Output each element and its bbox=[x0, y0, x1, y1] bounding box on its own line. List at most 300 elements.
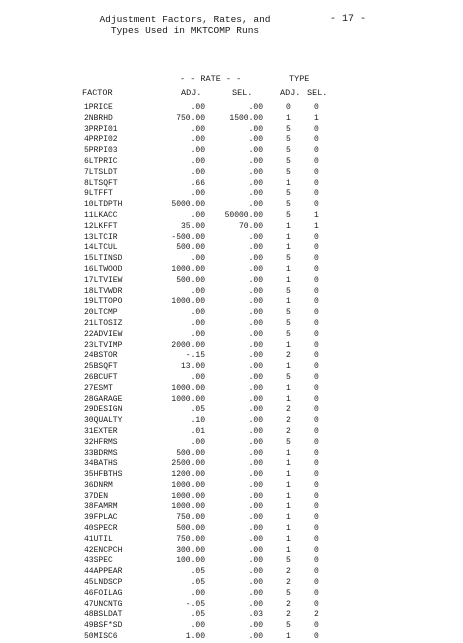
type-sel-cell: 0 bbox=[314, 405, 319, 415]
rate-adj-cell: 1200.00 bbox=[171, 470, 205, 480]
rate-sel-cell: .00 bbox=[248, 372, 263, 382]
type-sel-cell: 0 bbox=[314, 156, 319, 166]
type-adj-cell: 1 bbox=[286, 632, 291, 642]
type-adj-cell: 1 bbox=[286, 232, 291, 242]
factor-cell: 43SPEC bbox=[84, 556, 113, 566]
table-row bbox=[0, 308, 463, 319]
rate-sel-cell: .00 bbox=[248, 254, 263, 264]
type-adj-cell: 5 bbox=[286, 124, 291, 134]
table-row bbox=[0, 449, 463, 460]
type-adj-cell: 1 bbox=[286, 113, 291, 123]
rate-sel-cell: .00 bbox=[248, 124, 263, 134]
table-row bbox=[0, 502, 463, 513]
factor-cell: 27ESMT bbox=[84, 383, 113, 393]
factor-cell: 1PRICE bbox=[84, 103, 113, 112]
type-sel-cell: 0 bbox=[314, 502, 319, 512]
rate-sel-cell: .00 bbox=[248, 286, 263, 296]
rate-sel-cell: .00 bbox=[248, 470, 263, 480]
type-sel-cell: 0 bbox=[314, 426, 319, 436]
table-row bbox=[0, 103, 463, 114]
table-row bbox=[0, 351, 463, 362]
rate-sel-cell: .00 bbox=[248, 513, 263, 523]
table-row bbox=[0, 135, 463, 146]
type-sel-cell: 0 bbox=[314, 200, 319, 210]
type-sel-cell: 0 bbox=[314, 297, 319, 307]
rate-adj-cell: 2000.00 bbox=[171, 340, 205, 350]
table-row bbox=[0, 200, 463, 211]
type-sel-cell: 1 bbox=[314, 113, 319, 123]
type-sel-cell: 1 bbox=[314, 221, 319, 231]
rate-adj-cell: .05 bbox=[190, 578, 205, 588]
factor-cell: 17LTVIEW bbox=[84, 275, 123, 285]
factor-cell: 13LTCIR bbox=[84, 232, 118, 242]
rate-adj-cell: .00 bbox=[190, 588, 205, 598]
type-sel-cell: 0 bbox=[314, 362, 319, 372]
rate-adj-cell: 1000.00 bbox=[171, 491, 205, 501]
type-sel-cell: 0 bbox=[314, 189, 319, 199]
type-adj-cell: 2 bbox=[286, 610, 291, 620]
type-adj-cell: 2 bbox=[286, 599, 291, 609]
type-sel-cell: 0 bbox=[314, 124, 319, 134]
type-adj-cell: 2 bbox=[286, 426, 291, 436]
type-sel-cell: 0 bbox=[314, 308, 319, 318]
rate-sel-cell: .00 bbox=[248, 491, 263, 501]
type-sel-cell: 0 bbox=[314, 416, 319, 426]
type-adj-cell: 1 bbox=[286, 297, 291, 307]
factor-cell: 45LNDSCP bbox=[84, 578, 123, 588]
factor-column-header: FACTOR bbox=[82, 88, 113, 98]
rate-group-header: - - RATE - - bbox=[180, 74, 242, 84]
table-row bbox=[0, 222, 463, 233]
table-row bbox=[0, 438, 463, 449]
type-adj-cell: 1 bbox=[286, 480, 291, 490]
type-adj-cell: 0 bbox=[286, 103, 291, 112]
type-sel-cell: 0 bbox=[314, 588, 319, 598]
type-sel-cell: 0 bbox=[314, 578, 319, 588]
rate-sel-cell: .00 bbox=[248, 578, 263, 588]
table-row bbox=[0, 556, 463, 567]
table-row bbox=[0, 265, 463, 276]
factor-cell: 38FAMRM bbox=[84, 502, 118, 512]
rate-sel-cell: .00 bbox=[248, 275, 263, 285]
type-sel-cell: 0 bbox=[314, 621, 319, 631]
factor-cell: 39FPLAC bbox=[84, 513, 118, 523]
table-row bbox=[0, 459, 463, 470]
rate-adj-cell: 750.00 bbox=[176, 513, 205, 523]
type-sel-cell: 0 bbox=[314, 243, 319, 253]
factor-cell: 28GARAGE bbox=[84, 394, 123, 404]
rate-adj-cell: .05 bbox=[190, 610, 205, 620]
rate-sel-cell: .00 bbox=[248, 297, 263, 307]
table-row bbox=[0, 600, 463, 611]
type-adj-cell: 1 bbox=[286, 340, 291, 350]
page-number: - 17 - bbox=[330, 14, 367, 25]
factor-cell: 37DEN bbox=[84, 491, 109, 501]
factor-cell: 3PRPI01 bbox=[84, 124, 118, 134]
type-adj-cell: 1 bbox=[286, 470, 291, 480]
rate-sel-cell: .00 bbox=[248, 621, 263, 631]
rate-adj-cell: .00 bbox=[190, 210, 205, 220]
factor-cell: 9LTFFT bbox=[84, 189, 113, 199]
type-sel-cell: 0 bbox=[314, 556, 319, 566]
rate-sel-cell: .00 bbox=[248, 103, 263, 112]
type-adj-cell: 1 bbox=[286, 534, 291, 544]
type-adj-cell: 1 bbox=[286, 545, 291, 555]
table-row bbox=[0, 395, 463, 406]
type-sel-cell: 0 bbox=[314, 351, 319, 361]
rate-adj-cell: .00 bbox=[190, 621, 205, 631]
rate-adj-cell: 1000.00 bbox=[171, 264, 205, 274]
type-adj-cell: 2 bbox=[286, 567, 291, 577]
type-sel-cell: 0 bbox=[314, 545, 319, 555]
table-row bbox=[0, 535, 463, 546]
rate-sel-cell: .00 bbox=[248, 232, 263, 242]
type-adj-cell: 1 bbox=[286, 459, 291, 469]
rate-sel-cell: .03 bbox=[248, 610, 263, 620]
rate-adj-cell: -.15 bbox=[185, 351, 205, 361]
title-line-1: Adjustment Factors, Rates, and bbox=[99, 14, 271, 25]
rate-adj-cell: .00 bbox=[190, 318, 205, 328]
type-adj-cell: 1 bbox=[286, 383, 291, 393]
rate-adj-cell: 13.00 bbox=[180, 362, 205, 372]
factor-cell: 46FOILAG bbox=[84, 588, 123, 598]
rate-adj-cell: .10 bbox=[190, 416, 205, 426]
factor-cell: 42ENCPCH bbox=[84, 545, 123, 555]
rate-adj-cell: .66 bbox=[190, 178, 205, 188]
factor-cell: 23LTVIMP bbox=[84, 340, 123, 350]
type-adj-cell: 5 bbox=[286, 254, 291, 264]
rate-sel-cell: .00 bbox=[248, 448, 263, 458]
type-adj-cell: 5 bbox=[286, 135, 291, 145]
factor-cell: 7LTSLDT bbox=[84, 167, 118, 177]
table-row bbox=[0, 589, 463, 600]
type-adj-column-header: ADJ. bbox=[280, 88, 301, 98]
type-adj-cell: 1 bbox=[286, 491, 291, 501]
table-row bbox=[0, 362, 463, 373]
type-adj-cell: 5 bbox=[286, 372, 291, 382]
rate-adj-cell: 500.00 bbox=[176, 275, 205, 285]
factor-cell: 19LTTOPO bbox=[84, 297, 123, 307]
factor-cell: 16LTWOOD bbox=[84, 264, 123, 274]
table-row bbox=[0, 276, 463, 287]
table-row bbox=[0, 243, 463, 254]
rate-sel-cell: .00 bbox=[248, 416, 263, 426]
table-row bbox=[0, 492, 463, 503]
factor-cell: 4PRPI02 bbox=[84, 135, 118, 145]
factor-cell: 25BSQFT bbox=[84, 362, 118, 372]
factor-cell: 30QUALTY bbox=[84, 416, 123, 426]
rate-sel-cell: .00 bbox=[248, 135, 263, 145]
rate-adj-cell: .00 bbox=[190, 286, 205, 296]
type-adj-cell: 5 bbox=[286, 156, 291, 166]
type-adj-cell: 1 bbox=[286, 221, 291, 231]
type-adj-cell: 5 bbox=[286, 588, 291, 598]
rate-adj-cell: 750.00 bbox=[176, 534, 205, 544]
type-sel-cell: 0 bbox=[314, 513, 319, 523]
factor-cell: 11LKACC bbox=[84, 210, 118, 220]
rate-sel-cell: .00 bbox=[248, 318, 263, 328]
rate-adj-cell: .00 bbox=[190, 146, 205, 156]
factor-cell: 47UNCNTG bbox=[84, 599, 123, 609]
type-adj-cell: 1 bbox=[286, 264, 291, 274]
table-row bbox=[0, 427, 463, 438]
factor-cell: 14LTCUL bbox=[84, 243, 118, 253]
table-row bbox=[0, 373, 463, 384]
table-row bbox=[0, 546, 463, 557]
rate-sel-cell: .00 bbox=[248, 545, 263, 555]
type-adj-cell: 1 bbox=[286, 448, 291, 458]
factor-cell: 5PRPI03 bbox=[84, 146, 118, 156]
rate-adj-cell: 35.00 bbox=[180, 221, 205, 231]
rate-adj-cell: .00 bbox=[190, 156, 205, 166]
rate-sel-cell: 70.00 bbox=[238, 221, 263, 231]
table-row bbox=[0, 578, 463, 589]
rate-adj-cell: 5000.00 bbox=[171, 200, 205, 210]
type-adj-cell: 5 bbox=[286, 556, 291, 566]
rate-sel-cell: .00 bbox=[248, 167, 263, 177]
factor-cell: 33BDRMS bbox=[84, 448, 118, 458]
rate-adj-cell: 750.00 bbox=[176, 113, 205, 123]
type-sel-cell: 0 bbox=[314, 448, 319, 458]
type-sel-cell: 0 bbox=[314, 491, 319, 501]
rate-sel-cell: .00 bbox=[248, 567, 263, 577]
factor-cell: 8LTSQFT bbox=[84, 178, 118, 188]
rate-sel-cell: .00 bbox=[248, 480, 263, 490]
rate-adj-cell: .00 bbox=[190, 329, 205, 339]
rate-adj-cell: 1000.00 bbox=[171, 502, 205, 512]
factor-cell: 48BSLDAT bbox=[84, 610, 123, 620]
type-adj-cell: 5 bbox=[286, 200, 291, 210]
rate-sel-cell: .00 bbox=[248, 588, 263, 598]
factor-cell: 50MISC6 bbox=[84, 632, 118, 642]
rate-adj-cell: 300.00 bbox=[176, 545, 205, 555]
type-adj-cell: 5 bbox=[286, 189, 291, 199]
rate-sel-cell: .00 bbox=[248, 362, 263, 372]
type-adj-cell: 5 bbox=[286, 437, 291, 447]
rate-adj-cell: .00 bbox=[190, 167, 205, 177]
rate-sel-cell: .00 bbox=[248, 329, 263, 339]
type-sel-cell: 0 bbox=[314, 394, 319, 404]
factor-cell: 34BATHS bbox=[84, 459, 118, 469]
rate-adj-cell: 1000.00 bbox=[171, 480, 205, 490]
type-adj-cell: 2 bbox=[286, 416, 291, 426]
table-row bbox=[0, 405, 463, 416]
rate-sel-cell: .00 bbox=[248, 189, 263, 199]
type-sel-cell: 0 bbox=[314, 318, 319, 328]
table-row bbox=[0, 567, 463, 578]
type-sel-cell: 0 bbox=[314, 167, 319, 177]
type-adj-cell: 1 bbox=[286, 178, 291, 188]
table-row bbox=[0, 341, 463, 352]
type-sel-cell: 0 bbox=[314, 340, 319, 350]
rate-adj-cell: 1000.00 bbox=[171, 383, 205, 393]
title-line-2: Types Used in MKTCOMP Runs bbox=[110, 25, 260, 36]
factor-cell: 32HFRMS bbox=[84, 437, 118, 447]
type-sel-cell: 0 bbox=[314, 383, 319, 393]
type-adj-cell: 1 bbox=[286, 394, 291, 404]
rate-sel-cell: 1500.00 bbox=[229, 113, 263, 123]
table-row bbox=[0, 481, 463, 492]
rate-sel-column-header: SEL. bbox=[232, 88, 253, 98]
factor-cell: 20LTCMP bbox=[84, 308, 118, 318]
rate-sel-cell: .00 bbox=[248, 599, 263, 609]
table-row bbox=[0, 114, 463, 125]
rate-sel-cell: .00 bbox=[248, 394, 263, 404]
type-sel-cell: 0 bbox=[314, 372, 319, 382]
type-adj-cell: 1 bbox=[286, 502, 291, 512]
rate-adj-cell: .00 bbox=[190, 254, 205, 264]
type-adj-cell: 5 bbox=[286, 167, 291, 177]
factor-cell: 41UTIL bbox=[84, 534, 113, 544]
table-row bbox=[0, 168, 463, 179]
rate-sel-cell: .00 bbox=[248, 243, 263, 253]
rate-sel-cell: 50000.00 bbox=[224, 210, 263, 220]
type-sel-cell: 0 bbox=[314, 146, 319, 156]
rate-adj-cell: .00 bbox=[190, 308, 205, 318]
rate-sel-cell: .00 bbox=[248, 524, 263, 534]
type-sel-cell: 0 bbox=[314, 135, 319, 145]
factor-cell: 29DESIGN bbox=[84, 405, 123, 415]
type-sel-cell: 2 bbox=[314, 610, 319, 620]
type-adj-cell: 1 bbox=[286, 275, 291, 285]
factor-cell: 21LTOSIZ bbox=[84, 318, 123, 328]
factor-cell: 2NBRHD bbox=[84, 113, 113, 123]
rate-sel-cell: .00 bbox=[248, 178, 263, 188]
table-row bbox=[0, 297, 463, 308]
type-adj-cell: 1 bbox=[286, 243, 291, 253]
rate-sel-cell: .00 bbox=[248, 534, 263, 544]
type-adj-cell: 1 bbox=[286, 524, 291, 534]
rate-sel-cell: .00 bbox=[248, 308, 263, 318]
type-sel-cell: 0 bbox=[314, 275, 319, 285]
type-adj-cell: 5 bbox=[286, 318, 291, 328]
factor-cell: 10LTDPTH bbox=[84, 200, 123, 210]
rate-adj-cell: 1000.00 bbox=[171, 297, 205, 307]
type-sel-cell: 0 bbox=[314, 264, 319, 274]
rate-sel-cell: .00 bbox=[248, 502, 263, 512]
type-group-header: TYPE bbox=[289, 74, 310, 84]
type-adj-cell: 5 bbox=[286, 286, 291, 296]
rate-sel-cell: .00 bbox=[248, 632, 263, 642]
type-sel-cell: 0 bbox=[314, 103, 319, 112]
type-sel-cell: 0 bbox=[314, 437, 319, 447]
type-adj-cell: 2 bbox=[286, 578, 291, 588]
rate-adj-cell: .05 bbox=[190, 405, 205, 415]
table-row bbox=[0, 470, 463, 481]
type-sel-cell: 0 bbox=[314, 459, 319, 469]
factor-cell: 24BSTOR bbox=[84, 351, 118, 361]
table-row bbox=[0, 211, 463, 222]
rate-adj-cell: .00 bbox=[190, 189, 205, 199]
table-row bbox=[0, 254, 463, 265]
table-row bbox=[0, 146, 463, 157]
rate-adj-cell: .05 bbox=[190, 567, 205, 577]
type-adj-cell: 2 bbox=[286, 351, 291, 361]
table-row bbox=[0, 157, 463, 168]
type-sel-cell: 0 bbox=[314, 329, 319, 339]
table-row bbox=[0, 189, 463, 200]
table-row bbox=[0, 621, 463, 632]
table-row bbox=[0, 287, 463, 298]
type-sel-cell: 0 bbox=[314, 232, 319, 242]
type-adj-cell: 5 bbox=[286, 146, 291, 156]
factor-cell: 36DNRM bbox=[84, 480, 113, 490]
factor-cell: 15LTINSD bbox=[84, 254, 123, 264]
table-row bbox=[0, 513, 463, 524]
rate-sel-cell: .00 bbox=[248, 200, 263, 210]
type-sel-cell: 0 bbox=[314, 524, 319, 534]
type-sel-cell: 1 bbox=[314, 210, 319, 220]
rate-adj-cell: 500.00 bbox=[176, 524, 205, 534]
factor-cell: 26BCUFT bbox=[84, 372, 118, 382]
table-row bbox=[0, 233, 463, 244]
rate-sel-cell: .00 bbox=[248, 264, 263, 274]
rate-adj-cell: .01 bbox=[190, 426, 205, 436]
table-row bbox=[0, 125, 463, 136]
rate-sel-cell: .00 bbox=[248, 405, 263, 415]
rate-sel-cell: .00 bbox=[248, 156, 263, 166]
rate-adj-cell: .00 bbox=[190, 135, 205, 145]
type-sel-column-header: SEL. bbox=[307, 88, 328, 98]
table-row bbox=[0, 632, 463, 643]
rate-sel-cell: .00 bbox=[248, 556, 263, 566]
rate-sel-cell: .00 bbox=[248, 340, 263, 350]
table-row bbox=[0, 384, 463, 395]
rate-adj-cell: .00 bbox=[190, 372, 205, 382]
rate-sel-cell: .00 bbox=[248, 383, 263, 393]
factor-table bbox=[0, 103, 463, 643]
type-sel-cell: 0 bbox=[314, 599, 319, 609]
type-sel-cell: 0 bbox=[314, 534, 319, 544]
table-row bbox=[0, 330, 463, 341]
table-row bbox=[0, 319, 463, 330]
type-adj-cell: 5 bbox=[286, 329, 291, 339]
type-adj-cell: 1 bbox=[286, 362, 291, 372]
factor-cell: 44APPEAR bbox=[84, 567, 123, 577]
table-row bbox=[0, 416, 463, 427]
rate-adj-cell: -.05 bbox=[185, 599, 205, 609]
rate-adj-cell: .00 bbox=[190, 124, 205, 134]
rate-adj-cell: 1.00 bbox=[185, 632, 205, 642]
factor-cell: 40SPECR bbox=[84, 524, 118, 534]
type-sel-cell: 0 bbox=[314, 567, 319, 577]
rate-adj-cell: 2500.00 bbox=[171, 459, 205, 469]
table-row bbox=[0, 179, 463, 190]
rate-adj-cell: 1000.00 bbox=[171, 394, 205, 404]
rate-sel-cell: .00 bbox=[248, 351, 263, 361]
type-sel-cell: 0 bbox=[314, 480, 319, 490]
factor-cell: 35HFBTHS bbox=[84, 470, 123, 480]
factor-cell: 12LKFFT bbox=[84, 221, 118, 231]
type-adj-cell: 1 bbox=[286, 513, 291, 523]
rate-adj-cell: 500.00 bbox=[176, 448, 205, 458]
type-adj-cell: 5 bbox=[286, 621, 291, 631]
type-sel-cell: 0 bbox=[314, 254, 319, 264]
rate-sel-cell: .00 bbox=[248, 426, 263, 436]
type-adj-cell: 5 bbox=[286, 308, 291, 318]
rate-adj-cell: 500.00 bbox=[176, 243, 205, 253]
type-sel-cell: 0 bbox=[314, 632, 319, 642]
rate-sel-cell: .00 bbox=[248, 459, 263, 469]
rate-adj-cell: -500.00 bbox=[171, 232, 205, 242]
type-sel-cell: 0 bbox=[314, 286, 319, 296]
factor-cell: 49BSF*SD bbox=[84, 621, 123, 631]
table-row bbox=[0, 610, 463, 621]
table-row bbox=[0, 524, 463, 535]
document-title bbox=[0, 14, 370, 36]
rate-adj-cell: .00 bbox=[190, 103, 205, 112]
rate-adj-cell: 100.00 bbox=[176, 556, 205, 566]
